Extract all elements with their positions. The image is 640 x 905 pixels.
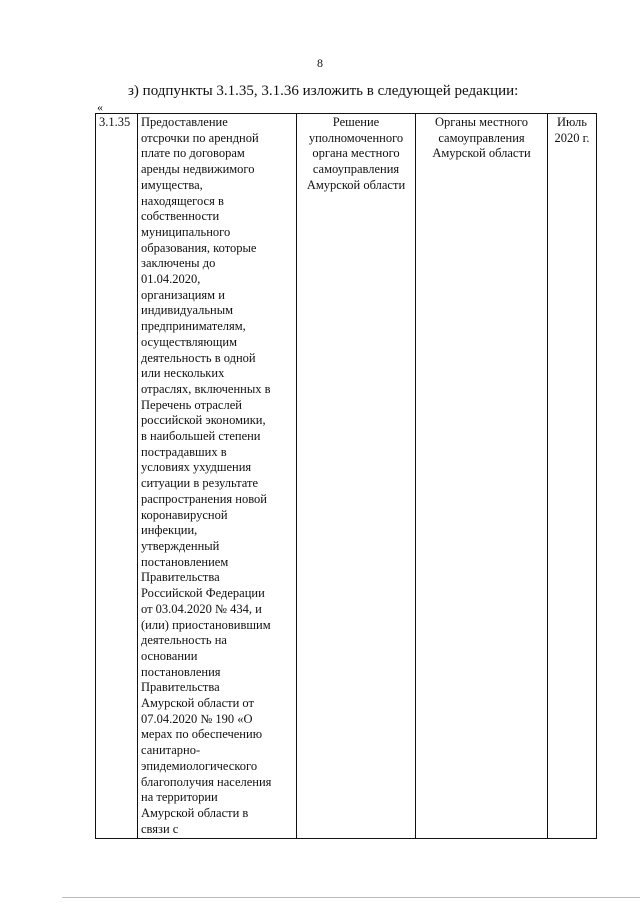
- measure-text-line: санитарно-: [141, 743, 201, 758]
- measure-text-line: условиях ухудшения: [141, 460, 252, 475]
- measure-text-line: плате по договорам: [141, 146, 245, 161]
- measure-text-line: находящегося в: [141, 193, 224, 208]
- measure-text-line: коронавирусной: [141, 507, 228, 522]
- measure-text-line: Предоставление: [141, 115, 228, 129]
- executor-text: [419, 115, 544, 162]
- measure-text-line: имущества,: [141, 177, 203, 192]
- result-cell: [297, 114, 416, 839]
- measure-text-line: (или) приостановившим: [141, 617, 271, 632]
- measure-text-line: образования, которые: [141, 240, 257, 255]
- table-row: [96, 114, 597, 839]
- result-text-line: Амурской области: [306, 177, 406, 192]
- measure-text-line: постановления: [141, 664, 221, 679]
- measure-text-line: предпринимателям,: [141, 319, 246, 334]
- measure-text-line: Правительства: [141, 680, 220, 695]
- measure-text-line: или нескольких: [141, 366, 225, 381]
- opening-quote: «: [97, 100, 103, 114]
- measure-text-line: Российской Федерации: [141, 586, 265, 601]
- measure-text-line: Перечень отраслей: [141, 397, 242, 412]
- measure-cell: [138, 114, 297, 839]
- measure-text-line: 01.04.2020,: [141, 272, 201, 287]
- measure-text-line: Амурской области от: [141, 696, 254, 711]
- deadline-text: [551, 115, 593, 146]
- measure-text-line: в наибольшей степени: [141, 429, 261, 444]
- measure-text-line: пострадавших в: [141, 444, 227, 459]
- measure-text-line: мерах по обеспечению: [141, 727, 263, 742]
- result-text: [300, 115, 412, 194]
- measure-text-line: организациям и: [141, 287, 225, 302]
- result-text-line: органа местного: [312, 146, 400, 161]
- row-number: 3.1.35: [99, 115, 131, 129]
- measure-text-line: на территории: [141, 790, 218, 805]
- executor-text-line: Органы местного: [435, 115, 528, 129]
- measure-text-line: эпидемиологического: [141, 758, 258, 773]
- measure-text-line: собственности: [141, 209, 220, 224]
- result-text-line: уполномоченного: [308, 130, 404, 145]
- measure-text-line: Правительства: [141, 570, 220, 585]
- intro-text: з) подпункты 3.1.35, 3.1.36 изложить в следующей редакции:: [128, 83, 519, 99]
- measure-text-line: российской экономики,: [141, 413, 266, 428]
- measure-text-line: распространения новой: [141, 491, 267, 506]
- measure-text-line: Амурской области в: [141, 805, 249, 820]
- deadline-text-line: 2020 г.: [554, 130, 590, 145]
- measure-text-line: благополучия населения: [141, 774, 272, 789]
- result-text-line: Решение: [332, 115, 380, 129]
- measure-text-line: деятельность на: [141, 633, 227, 648]
- executor-cell: [416, 114, 548, 839]
- measure-text-line: отраслях, включенных в: [141, 381, 271, 396]
- page-bottom-edge: [62, 897, 640, 898]
- deadline-cell: [548, 114, 597, 839]
- executor-text-line: самоуправления: [438, 130, 525, 145]
- result-text-line: самоуправления: [312, 162, 400, 177]
- measure-text-line: отсрочки по арендной: [141, 130, 259, 145]
- measure-text-line: связи с: [141, 821, 179, 836]
- measure-text: [141, 115, 293, 837]
- measure-text-line: основании: [141, 648, 198, 663]
- measure-text-line: аренды недвижимого: [141, 162, 255, 177]
- measure-text-line: муниципального: [141, 224, 231, 239]
- executor-text-line: Амурской области: [432, 146, 531, 161]
- measure-text-line: деятельность в одной: [141, 350, 256, 365]
- measure-text-line: осуществляющим: [141, 334, 237, 349]
- page-number: 8: [317, 56, 323, 70]
- measure-text-line: индивидуальным: [141, 303, 234, 318]
- measure-text-line: от 03.04.2020 № 434, и: [141, 601, 262, 616]
- measure-text-line: утвержденный: [141, 538, 220, 553]
- measure-text-line: заключены до: [141, 256, 216, 271]
- measures-table: [95, 113, 597, 839]
- measure-text-line: 07.04.2020 № 190 «О: [141, 711, 253, 726]
- measure-text-line: инфекции,: [141, 523, 198, 538]
- measure-text-line: ситуации в результате: [141, 476, 259, 491]
- row-number-cell: [96, 114, 138, 839]
- deadline-text-line: Июль: [557, 115, 587, 129]
- measure-text-line: постановлением: [141, 554, 229, 569]
